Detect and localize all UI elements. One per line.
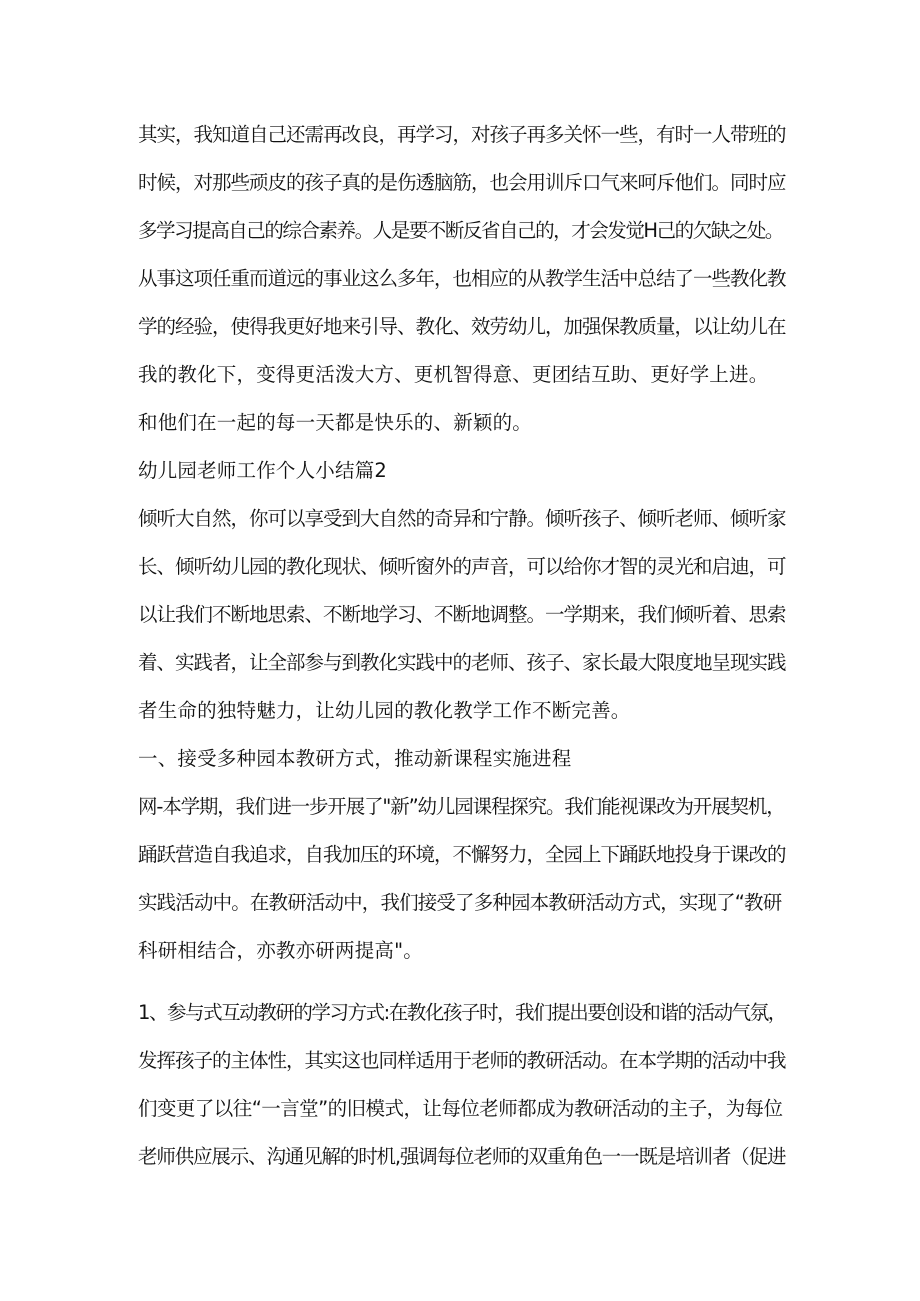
paragraph-1-line-6: 我的教化下，变得更活泼大方、更机智得意、更团结互助、更好学上进。: [138, 363, 769, 386]
paragraph-4-line-3: 实践活动中。在教研活动中，我们接受了多种园本教研活动方式，实现了“教研: [138, 891, 782, 914]
section-heading-2: 幼儿园老师工作个人小结篇2: [138, 459, 388, 482]
paragraph-3-line-4: 着、实践者，让全部参与到教化实践中的老师、孩子、家长最大限度地呈现实践: [138, 651, 786, 674]
paragraph-1-line-4: 从事这项任重而道远的事业这么多年，也相应的从教学生活中总结了一些教化教: [138, 267, 786, 290]
paragraph-5-line-4: 老师供应展示、沟通见解的时机,强调每位老师的双重角色一一既是培训者（促进: [138, 1145, 786, 1168]
paragraph-1-line-5: 学的经验，使得我更好地来引导、教化、效劳幼儿，加强保教质量，以让幼儿在: [138, 315, 786, 338]
paragraph-1-line-3: 多学习提高自己的综合素养。人是要不断反省自己的，才会发觉H己的欠缺之处。: [138, 219, 783, 242]
paragraph-5-line-1: 1、参与式互动教研的学习方式:在教化孩子时，我们提出要创设和谐的活动气氛，: [138, 1001, 786, 1024]
paragraph-1-line-1: 其实，我知道自己还需再改良，再学习，对孩子再多关怀一些，有时一人带班的: [138, 123, 786, 146]
paragraph-4-line-2: 踊跃营造自我追求，自我加压的环境，不懈努力，全园上下踊跃地投身于课改的: [138, 843, 786, 866]
paragraph-5-line-2: 发挥孩子的主体性，其实这也同样适用于老师的教研活动。在本学期的活动中我: [138, 1049, 786, 1072]
paragraph-4-line-1: 网-本学期，我们进一步开展了"新”幼儿园课程探究。我们能视课改为开展契机，: [138, 795, 785, 818]
paragraph-5-line-3: 们变更了以往“一言堂”的旧模式，让每位老师都成为教研活动的主子，为每位: [138, 1097, 783, 1120]
paragraph-1-line-2: 时候，对那些顽皮的孩子真的是伤透脑筋，也会用训斥口气来呵斥他们。同时应: [138, 171, 786, 194]
subheading-1: 一、接受多种园本教研方式，推动新课程实施进程: [138, 747, 572, 770]
paragraph-3-line-3: 以让我们不断地思索、不断地学习、不断地调整。一学期来，我们倾听着、思索: [138, 603, 786, 626]
paragraph-2-line-1: 和他们在一起的每一天都是快乐的、新颖的。: [138, 411, 533, 434]
paragraph-3-line-5: 者生命的独特魅力，让幼儿园的教化教学工作不断完善。: [138, 699, 631, 722]
paragraph-3-line-2: 长、倾听幼儿园的教化现状、倾听窗外的声音，可以给你才智的灵光和启迪，可: [138, 555, 786, 578]
paragraph-3-line-1: 倾听大自然，你可以享受到大自然的奇异和宁静。倾听孩子、倾听老师、倾听家: [138, 507, 786, 530]
paragraph-4-line-4: 科研相结合，亦教亦研两提高"。: [138, 939, 423, 962]
